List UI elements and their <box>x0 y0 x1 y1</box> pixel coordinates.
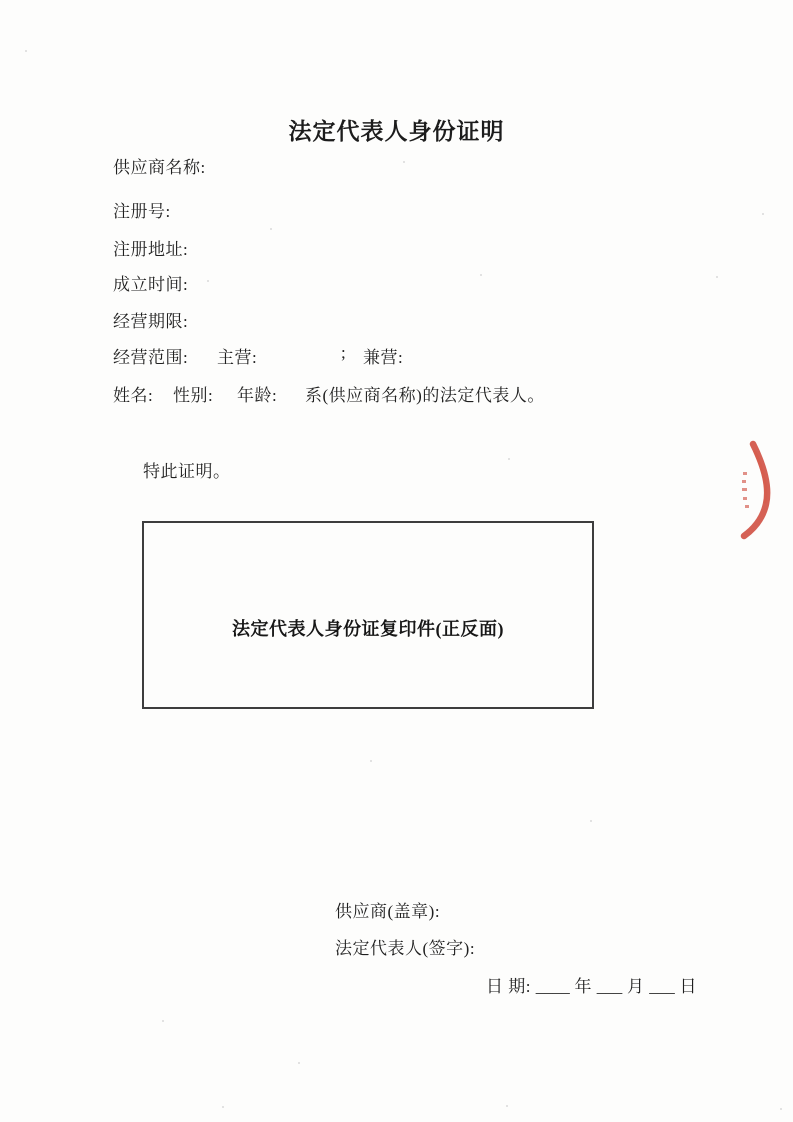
scan-speck <box>780 1108 782 1110</box>
scope-separator: ; <box>341 343 347 362</box>
scan-speck <box>508 458 510 460</box>
field-supplier-name: 供应商名称: <box>113 158 206 177</box>
date-line <box>486 972 697 997</box>
scan-speck <box>403 161 405 163</box>
legal-rep-statement: 系(供应商名称)的法定代表人。 <box>305 386 545 405</box>
field-person-name: 姓名: <box>113 386 154 405</box>
scan-speck <box>370 760 372 762</box>
scan-speck <box>298 1062 300 1064</box>
date-day-suffix: 日 <box>679 977 697 996</box>
scan-speck <box>270 228 272 230</box>
scan-speck <box>25 50 27 52</box>
id-copy-box <box>142 521 594 709</box>
field-registered-address: 注册地址: <box>113 240 189 259</box>
scan-speck <box>762 213 764 215</box>
certification-statement: 特此证明。 <box>143 462 231 481</box>
supplier-seal-label: 供应商(盖章): <box>335 902 441 921</box>
date-year-blank: ____ <box>535 977 570 996</box>
id-copy-placeholder-label: 法定代表人身份证复印件(正反面) <box>232 619 504 639</box>
field-business-scope-row <box>0 343 793 365</box>
date-label: 日 期: <box>486 977 531 996</box>
date-month-suffix: 月 <box>626 977 645 996</box>
scan-speck <box>162 1020 164 1022</box>
red-seal-fragment-icon <box>733 438 793 543</box>
field-gender: 性别: <box>173 386 214 405</box>
field-business-term: 经营期限: <box>113 312 189 331</box>
field-main-business: 主营: <box>217 348 258 367</box>
field-establishment-date: 成立时间: <box>113 275 189 294</box>
scan-speck <box>222 1106 224 1108</box>
field-person-row <box>0 381 793 403</box>
date-day-blank: ___ <box>649 977 675 996</box>
date-year-suffix: 年 <box>574 977 592 996</box>
field-business-scope: 经营范围: <box>113 348 189 367</box>
field-age: 年龄: <box>237 386 278 405</box>
field-side-business: 兼营: <box>363 348 404 367</box>
document-title: 法定代表人身份证明 <box>288 119 505 144</box>
scan-speck <box>506 1105 508 1107</box>
date-month-blank: ___ <box>596 977 623 996</box>
field-registration-number: 注册号: <box>113 202 171 221</box>
scan-speck <box>207 280 209 282</box>
scan-speck <box>480 274 482 276</box>
scan-speck <box>716 276 718 278</box>
legal-rep-signature-label: 法定代表人(签字): <box>335 939 476 958</box>
scan-speck <box>590 820 592 822</box>
